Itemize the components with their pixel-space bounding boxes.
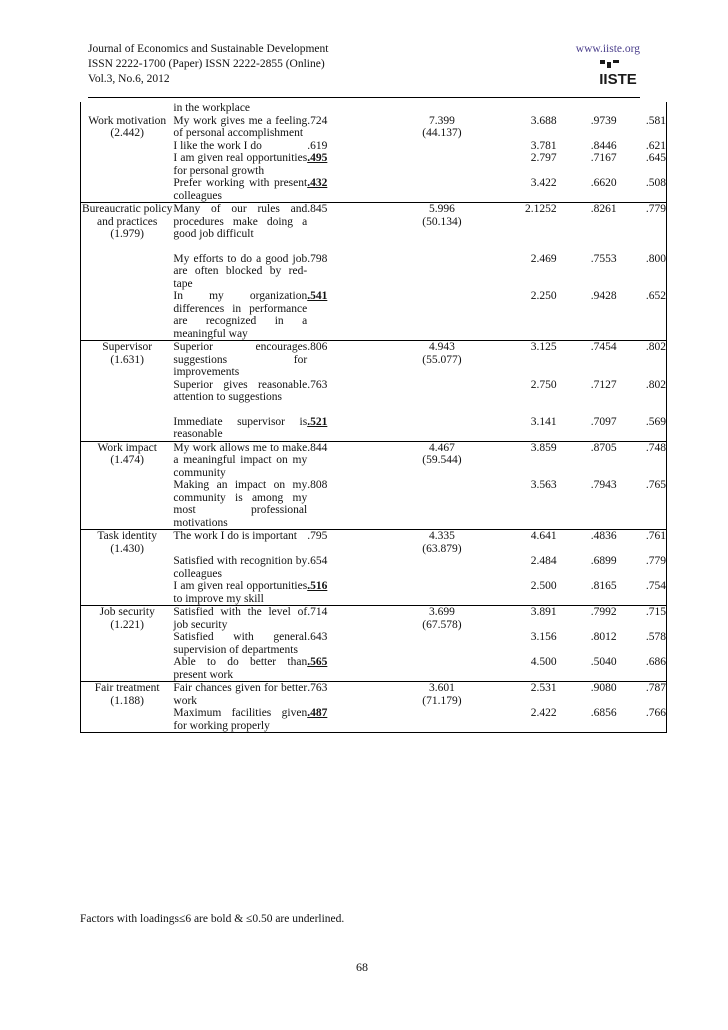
factor-cell [81, 379, 174, 404]
factor-name: Work motivation [88, 114, 167, 127]
loading-cell [307, 140, 385, 153]
sd-cell: .8446 [590, 139, 617, 152]
table-row [81, 631, 667, 656]
table-row [81, 152, 667, 177]
eigenvalue-cell [385, 341, 499, 379]
cumulative-variance: (71.179) [422, 694, 462, 707]
sd-cell: .8012 [590, 631, 617, 643]
sd-cell: .9428 [590, 290, 617, 302]
eigenvalue-cell [385, 707, 499, 733]
factor-table [80, 102, 667, 733]
loading-cell [307, 416, 385, 442]
sd-cell: .7127 [590, 378, 617, 391]
last-value-cell: .761 [617, 530, 667, 556]
last-value-cell: .652 [645, 290, 666, 302]
loading-cell [307, 682, 385, 708]
eigenvalue: 4.943 [428, 341, 455, 353]
factor-table-body [81, 102, 667, 733]
eigenvalue-cell [385, 530, 499, 556]
eigenvalue: 4.467 [428, 441, 455, 454]
factor-name: Bureaucratic policy and practices [82, 203, 173, 228]
sd-cell: .6856 [590, 707, 617, 719]
loading-cell [307, 656, 385, 682]
sd-cell: .6899 [590, 555, 617, 567]
eigenvalue-cell [385, 631, 499, 656]
sd-cell: .9739 [590, 114, 617, 127]
sd-cell: .9080 [557, 682, 617, 708]
loading-cell [307, 253, 385, 291]
mean-cell: 2.422 [530, 707, 557, 719]
factor-cell [81, 606, 174, 632]
last-value-cell: .765 [645, 479, 666, 491]
sd-cell: .5040 [590, 656, 617, 668]
loading-value: .795 [307, 530, 328, 542]
cumulative-variance: (44.137) [422, 127, 462, 139]
mean-cell: 3.781 [530, 139, 557, 152]
table-row [81, 606, 667, 632]
last-value-cell: .569 [645, 415, 666, 428]
sd-cell: .8165 [590, 580, 617, 592]
factor-cell [81, 707, 174, 733]
loading-value: .565 [307, 656, 328, 668]
mean-cell: 2.469 [530, 252, 557, 265]
eigenvalue-cell [385, 253, 499, 291]
eigenvalue: 5.996 [428, 203, 455, 215]
loading-value: .619 [307, 139, 328, 152]
mean-cell: 4.500 [530, 656, 557, 668]
factor-value: (1.188) [110, 694, 144, 707]
mean-cell: 2.750 [530, 378, 557, 391]
factor-cell [81, 656, 174, 682]
item-cell: Fair chances given for better work [173, 682, 308, 707]
mean-cell: 2.484 [530, 555, 557, 567]
item-cell: Prefer working with present colleagues [173, 177, 308, 202]
eigenvalue-cell [385, 656, 499, 682]
eigenvalue: 7.399 [428, 114, 455, 127]
loading-value: .806 [307, 341, 328, 353]
iiste-logo-icon [597, 60, 639, 88]
mean-cell: 3.156 [530, 631, 557, 643]
eigenvalue-cell [385, 580, 499, 606]
last-value-cell: .621 [645, 139, 666, 152]
journal-volume: Vol.3, No.6, 2012 [88, 73, 170, 85]
loading-cell [307, 707, 385, 733]
eigenvalue-cell [385, 379, 499, 404]
loading-value: .495 [307, 152, 328, 164]
item-cell: in the workplace [173, 102, 251, 114]
loading-cell [307, 115, 385, 140]
loading-value: .808 [307, 479, 328, 491]
cumulative-variance: (67.578) [422, 618, 462, 631]
factor-value: (1.474) [110, 454, 144, 466]
sd-cell: .4836 [557, 530, 617, 556]
item-cell: My work gives me a feeling of personal accomplishment [173, 114, 308, 139]
cumulative-variance: (63.879) [422, 542, 462, 555]
item-cell: In my organization differences in performance are recognized in a meaningful way [173, 290, 308, 340]
mean-cell: 3.859 [499, 441, 557, 479]
factor-value: (1.631) [110, 353, 144, 366]
cumulative-variance: (55.077) [422, 353, 462, 366]
table-footnote: Factors with loadings≤6 are bold & ≤0.50 are underlined. [80, 913, 345, 925]
loading-cell [307, 631, 385, 656]
last-value-cell: .508 [645, 177, 666, 189]
sd-cell: .7454 [557, 341, 617, 379]
loading-cell [307, 290, 385, 341]
loading-value: .845 [307, 203, 328, 215]
spacer-row [81, 404, 667, 416]
eigenvalue: 3.601 [428, 682, 455, 694]
factor-cell [81, 441, 174, 479]
item-cell: Superior encourages suggestions for improvements [173, 341, 308, 378]
item-cell: Maximum facilities given for working properly [173, 707, 308, 732]
loading-cell [307, 479, 385, 530]
journal-title: Journal of Economics and Sustainable Development [88, 43, 329, 55]
last-value-cell: .686 [645, 656, 666, 668]
factor-cell [81, 203, 174, 241]
factor-cell [81, 631, 174, 656]
loading-cell [307, 530, 385, 556]
eigenvalue-cell [385, 682, 499, 708]
last-value-cell: .802 [645, 378, 666, 391]
table-row [81, 140, 667, 153]
sd-cell [557, 102, 617, 115]
eigenvalue-cell [385, 102, 499, 115]
item-cell: Superior gives reasonable attention to suggestions [173, 378, 308, 403]
eigenvalue: 4.335 [428, 530, 455, 542]
table-row [81, 682, 667, 708]
header-divider [88, 97, 640, 98]
journal-issn: ISSN 2222-1700 (Paper) ISSN 2222-2855 (Online) [88, 58, 325, 70]
table-row [81, 656, 667, 682]
factor-cell [81, 115, 174, 140]
loading-value: .763 [307, 682, 328, 694]
factor-value: (2.442) [110, 127, 144, 139]
item-cell: Making an impact on my community is among my most professional motivations [173, 479, 308, 529]
loading-cell [307, 341, 385, 379]
table-row [81, 441, 667, 479]
factor-cell [81, 102, 174, 115]
item-cell: Satisfied with general supervision of departments [173, 631, 308, 656]
loading-value: .487 [307, 707, 328, 719]
factor-value: (1.221) [110, 618, 144, 631]
loading-cell [307, 177, 385, 203]
factor-cell [81, 530, 174, 556]
mean-cell: 3.688 [530, 114, 557, 127]
item-cell: I like the work I do [173, 139, 262, 152]
factor-value: (1.430) [110, 542, 144, 555]
factor-cell [81, 682, 174, 708]
loading-value: .541 [307, 290, 328, 302]
sd-cell: .8261 [557, 203, 617, 241]
factor-name: Task identity [97, 530, 157, 542]
table-row [81, 416, 667, 442]
last-value-cell: .779 [617, 203, 667, 241]
eigenvalue-cell [385, 177, 499, 203]
factor-cell [81, 416, 174, 442]
last-value-cell: .578 [645, 631, 666, 643]
factor-cell [81, 140, 174, 153]
factor-value: (1.979) [110, 228, 144, 240]
mean-cell: 3.891 [499, 606, 557, 632]
eigenvalue: 3.699 [428, 606, 455, 618]
item-cell: Satisfied with recognition by colleagues [173, 555, 308, 580]
loading-value: .844 [307, 441, 328, 454]
table-row [81, 707, 667, 733]
mean-cell: 2.531 [499, 682, 557, 708]
factor-cell [81, 253, 174, 291]
eigenvalue-cell [385, 152, 499, 177]
table-row [81, 530, 667, 556]
loading-value: .432 [307, 177, 328, 189]
mean-cell: 2.797 [530, 152, 557, 164]
table-row [81, 341, 667, 379]
loading-value: .521 [307, 415, 328, 428]
last-value-cell: .715 [617, 606, 667, 632]
factor-cell [81, 290, 174, 341]
last-value-cell: .800 [645, 252, 666, 265]
eigenvalue-cell [385, 203, 499, 241]
item-cell: I am given real opportunities to improve my skill [173, 580, 308, 605]
factor-cell [81, 479, 174, 530]
eigenvalue-cell [385, 479, 499, 530]
loading-value: .714 [307, 606, 328, 618]
item-cell: My efforts to do a good job are often blocked by red-tape [173, 252, 308, 290]
last-value-cell [617, 102, 667, 115]
factor-name: Supervisor [102, 341, 153, 353]
last-value-cell: .581 [645, 114, 666, 127]
cumulative-variance: (59.544) [422, 454, 462, 466]
item-cell: Able to do better than present work [173, 656, 308, 681]
factor-name: Work impact [97, 441, 157, 454]
loading-value: .798 [307, 252, 328, 265]
table-row [81, 102, 667, 115]
factor-cell [81, 152, 174, 177]
table-row [81, 290, 667, 341]
page-number: 68 [356, 960, 368, 974]
eigenvalue-cell [385, 416, 499, 442]
item-cell: My work allows me to make a meaningful impact on my community [173, 441, 308, 479]
last-value-cell: .802 [617, 341, 667, 379]
loading-cell [307, 606, 385, 632]
logo-text: IISTE [599, 71, 637, 88]
factor-name: Fair treatment [94, 682, 160, 694]
sd-cell: .8705 [557, 441, 617, 479]
cumulative-variance: (50.134) [422, 215, 462, 228]
mean-cell: 3.422 [530, 177, 557, 189]
loading-value: .643 [307, 631, 328, 643]
eigenvalue-cell [385, 140, 499, 153]
loading-value: .516 [307, 580, 328, 592]
last-value-cell: .645 [645, 152, 666, 164]
mean-cell: 3.563 [530, 479, 557, 491]
item-cell: Satisfied with the level of job security [173, 606, 308, 631]
sd-cell: .7943 [590, 479, 617, 491]
table-row [81, 177, 667, 203]
loading-value: .654 [307, 555, 328, 567]
table-row [81, 555, 667, 580]
mean-cell [499, 102, 557, 115]
eigenvalue-cell [385, 606, 499, 632]
page-header [88, 42, 640, 87]
mean-cell: 3.125 [499, 341, 557, 379]
eigenvalue-cell [385, 555, 499, 580]
table-row [81, 203, 667, 241]
sd-cell: .7167 [590, 152, 617, 164]
table-row [81, 580, 667, 606]
item-cell: I am given real opportunities for personal growth [173, 152, 308, 177]
item-cell: The work I do is important [173, 530, 307, 556]
last-value-cell: .779 [645, 555, 666, 567]
loading-value: .763 [307, 378, 328, 391]
last-value-cell: .766 [645, 707, 666, 719]
eigenvalue-cell [385, 441, 499, 479]
mean-cell: 4.641 [499, 530, 557, 556]
table-row [81, 253, 667, 291]
mean-cell: 3.141 [530, 415, 557, 428]
last-value-cell: .754 [645, 580, 666, 592]
loading-value: .724 [307, 114, 328, 127]
factor-cell [81, 341, 174, 379]
loading-cell [307, 203, 385, 241]
table-row [81, 379, 667, 404]
eigenvalue-cell [385, 290, 499, 341]
last-value-cell: .748 [617, 441, 667, 479]
factor-cell [81, 177, 174, 203]
sd-cell: .7097 [590, 415, 617, 428]
mean-cell: 2.250 [530, 290, 557, 302]
eigenvalue-cell [385, 115, 499, 140]
sd-cell: .6620 [590, 177, 617, 189]
journal-website-link[interactable]: www.iiste.org [575, 43, 640, 55]
factor-cell [81, 555, 174, 580]
factor-cell [81, 580, 174, 606]
loading-cell [307, 441, 385, 479]
loading-cell [307, 555, 385, 580]
sd-cell: .7992 [557, 606, 617, 632]
spacer-cell [81, 241, 667, 253]
loading-cell [307, 152, 385, 177]
factor-name: Job security [99, 606, 155, 618]
table-row [81, 479, 667, 530]
loading-cell [307, 580, 385, 606]
mean-cell: 2.1252 [499, 203, 557, 241]
table-row [81, 115, 667, 140]
sd-cell: .7553 [590, 252, 617, 265]
spacer-cell [81, 404, 667, 416]
loading-cell [307, 102, 385, 115]
spacer-row [81, 241, 667, 253]
loading-cell [307, 379, 385, 404]
last-value-cell: .787 [617, 682, 667, 708]
item-cell: Many of our rules and procedures make doing a good job difficult [173, 203, 308, 240]
mean-cell: 2.500 [530, 580, 557, 592]
item-cell: Immediate supervisor is reasonable [173, 415, 308, 440]
